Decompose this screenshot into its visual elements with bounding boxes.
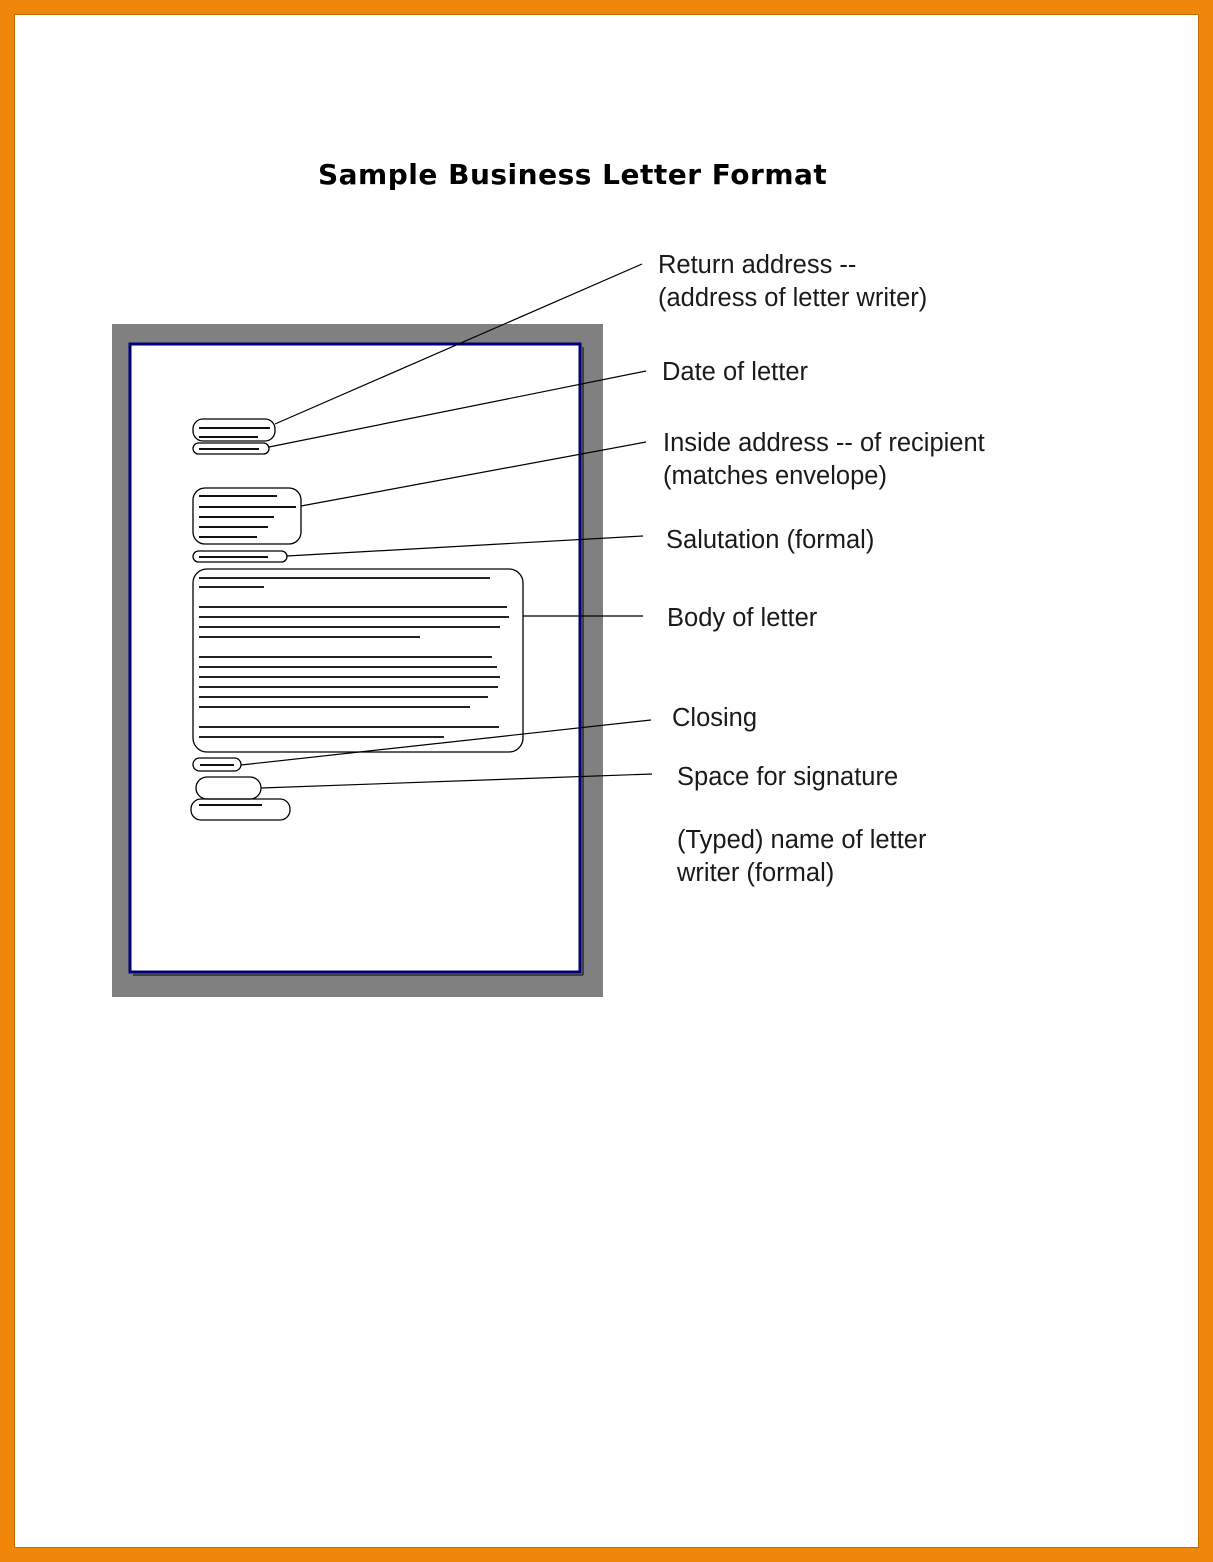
label-signature: Space for signature <box>677 763 899 791</box>
label-date: Date of letter <box>662 358 808 386</box>
label-closing: Closing <box>672 704 758 732</box>
page-title: Sample Business Letter Format <box>318 158 828 191</box>
label-inside-address: Inside address -- of recipient (matches envelope) <box>663 429 985 490</box>
label-typed-name: (Typed) name of letter writer (formal) <box>677 826 927 887</box>
label-return-address: Return address -- (address of letter writer) <box>658 251 928 312</box>
label-body: Body of letter <box>667 604 818 632</box>
label-salutation: Salutation (formal) <box>666 526 875 554</box>
